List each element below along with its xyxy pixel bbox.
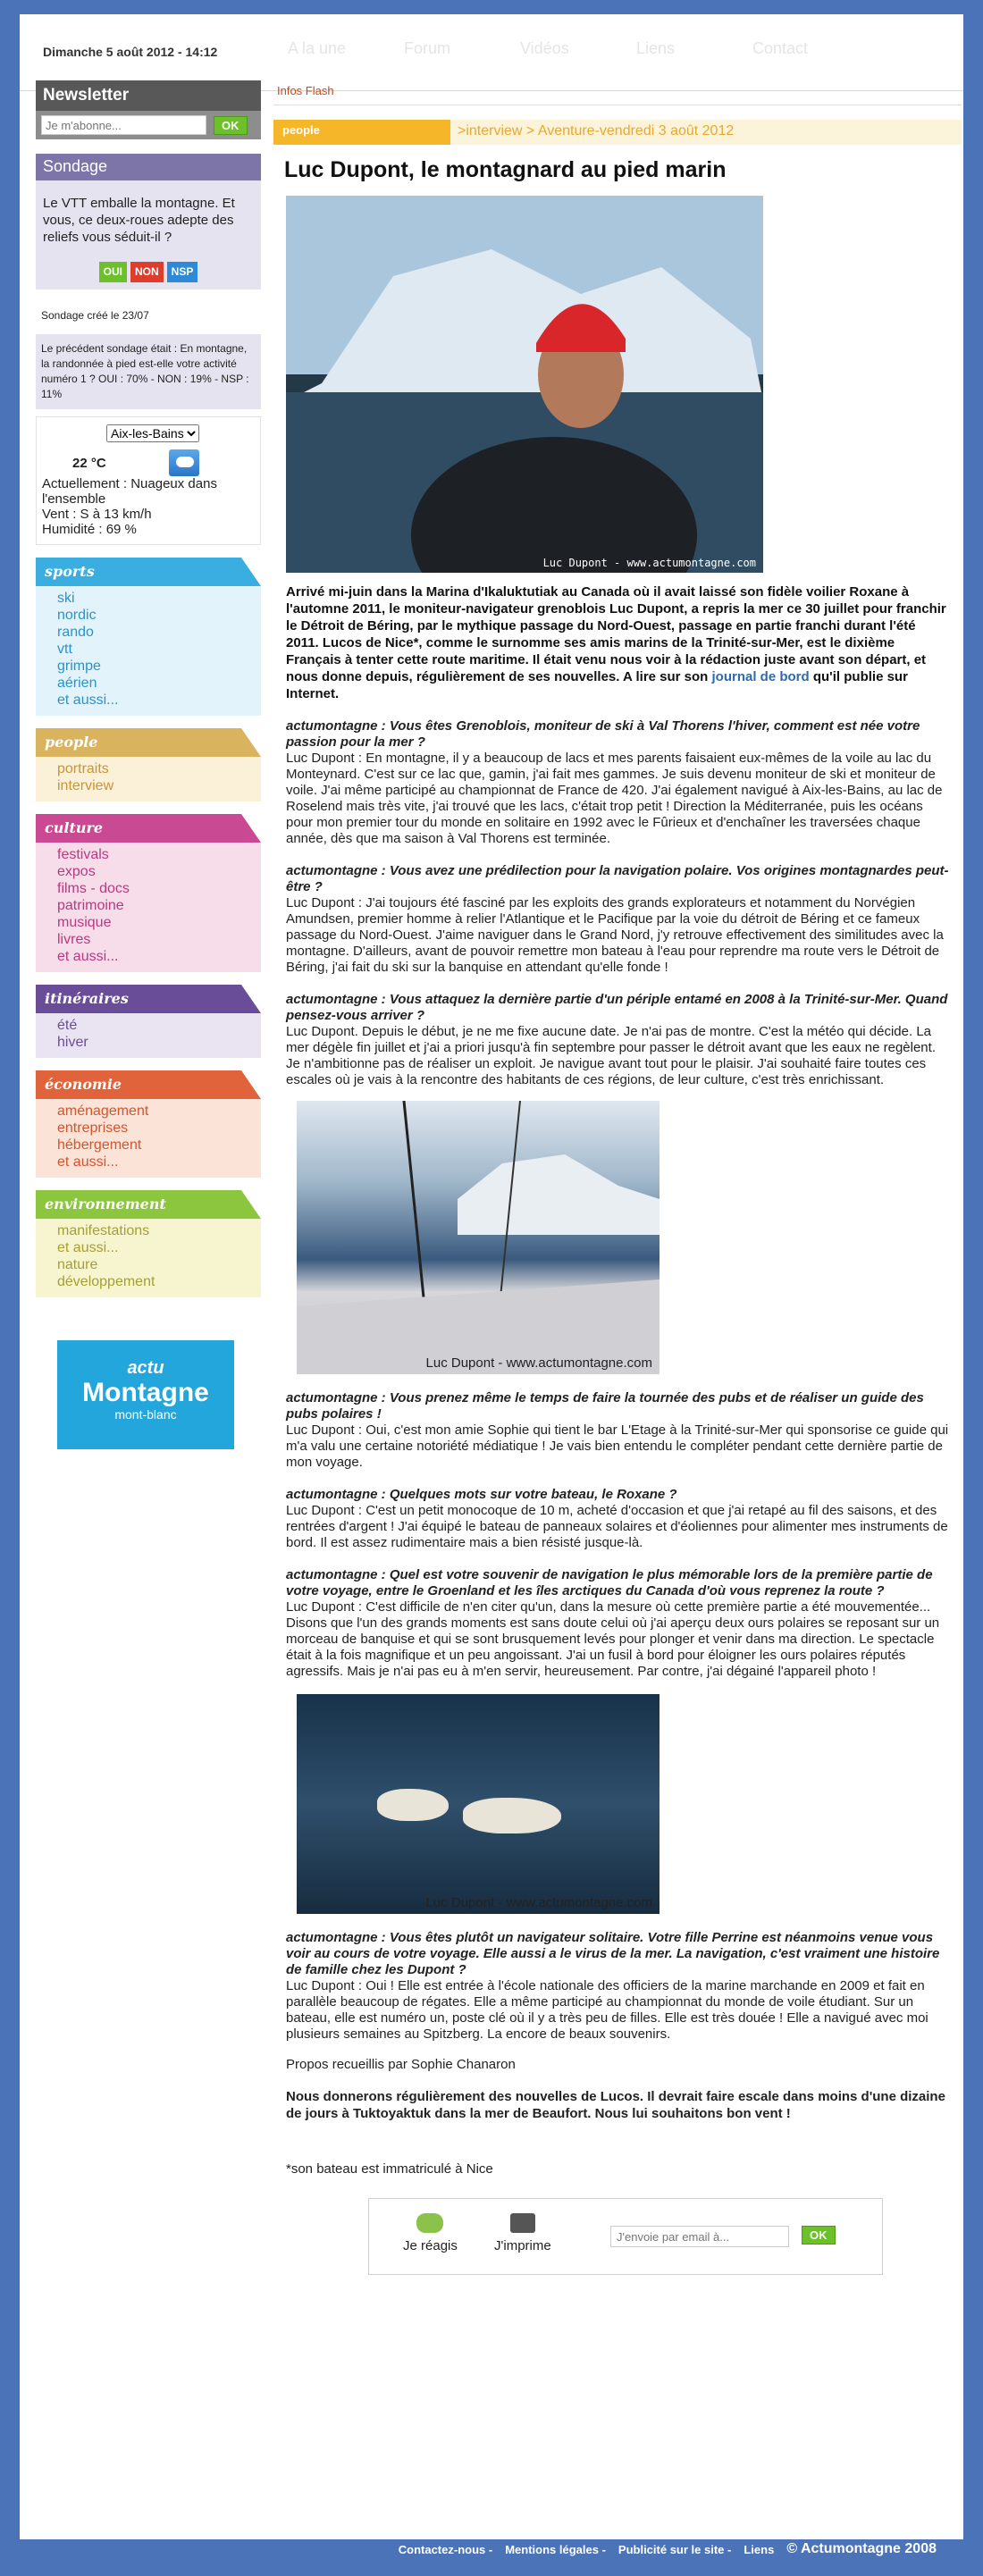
question: actumontagne : Quel est votre souvenir de navigation le plus mémorable lors de la première partie de votre voyage, entre le Groenland et les îles arctiques du Canada d'où vous reprenez la route ? [286,1567,933,1598]
category-item[interactable]: vtt [57,642,72,657]
category-item[interactable]: hiver [57,1035,88,1050]
category-item[interactable]: portraits [57,761,109,776]
category-3 [36,985,261,1058]
email-share-input[interactable] [610,2226,789,2247]
weather-city-select[interactable] [106,424,199,442]
category-item[interactable]: nature [57,1257,98,1272]
logo-line2: Montagne [82,1378,209,1407]
category-item[interactable]: festivals [57,847,109,862]
category-menu [36,558,261,1297]
react-label: Je réagis [403,2238,458,2253]
category-item[interactable]: et aussi... [57,1154,119,1170]
breadcrumb [273,120,962,145]
vote-oui-button[interactable]: OUI [99,262,127,282]
top-navigation [288,39,869,58]
speech-bubble-icon [416,2213,443,2233]
weather-temp: 22 °C [72,455,106,471]
journal-de-bord-link[interactable]: journal de bord [711,669,810,684]
left-sidebar [36,80,261,1449]
weather-conditions: Actuellement : Nuageux dans l'ensemble [42,476,217,507]
react-button[interactable] [403,2213,458,2253]
portrait-photo [286,196,763,573]
sondage-panel [36,180,261,289]
weather-humidity: Humidité : 69 % [42,522,137,537]
category-item[interactable]: entreprises [57,1120,129,1136]
category-item[interactable]: nordic [57,608,97,623]
category-item[interactable]: patrimoine [57,898,124,913]
category-item[interactable]: aérien [57,675,97,691]
weather-widget [36,416,261,545]
category-item[interactable]: musique [57,915,112,930]
logo-line3: mont-blanc [114,1407,177,1422]
logo-line1: actu [127,1358,164,1378]
footer-link-liens[interactable]: Liens [744,2542,775,2556]
category-0 [36,558,261,716]
footer-link-legal[interactable]: Mentions légales - [505,2542,606,2556]
article-title: Luc Dupont, le montagnard au pied marin [284,157,727,182]
print-label: J'imprime [494,2238,551,2253]
category-item[interactable]: rando [57,625,94,640]
email-share-ok-button[interactable]: OK [802,2226,836,2245]
question: actumontagne : Vous avez une prédilection pour la navigation polaire. Vos origines montagnardes peut-être ? [286,863,949,894]
category-title[interactable]: people [36,728,261,757]
sondage-title: Sondage [36,154,261,180]
vote-non-button[interactable]: NON [130,262,164,282]
newsletter-form [36,111,261,139]
share-bar [368,2198,883,2275]
category-item[interactable]: développement [57,1274,155,1289]
category-item[interactable]: ski [57,591,75,606]
category-item[interactable]: manifestations [57,1223,150,1238]
nav-contact[interactable]: Contact [752,39,809,57]
category-item[interactable]: interview [57,778,114,793]
footer [20,2536,963,2563]
article-intro [286,583,951,702]
question: actumontagne : Quelques mots sur votre bateau, le Roxane ? [286,1487,677,1502]
question: actumontagne : Vous êtes plutôt un navigateur solitaire. Votre fille Perrine est néanmoins venue vous voir au cours de votre voyage. Elle aussi a le virus de la mer. La navigation, c'est vraiment une histoire de famille chez les Dupont ? [286,1930,940,1977]
breadcrumb-tag[interactable]: people [273,120,450,145]
category-item[interactable]: hébergement [57,1137,142,1153]
answer: Luc Dupont : En montagne, il y a beaucoup de lacs et mes parents faisaient eux-mêmes de la voile au lac du Monteynard. C'est sur ce lac que, gamin, j'ai fait mes gammes. Je suis devenu moniteur de ski et moniteur de voile. J'ai même participé au championnat de France de 420. J'ai également navigué à Aix-les-Bains, au lac de Roselend mais très vite, j'ai trouvé que les lacs, c'était trop petit ! Direction la Méditerranée, puis les océans pour mon premier tour du monde en solitaire en 1992 avec le Fûrieux et d'enchaîner les traversées chaque année, dès que ma saison à Val Thorens est terminée. [286,751,943,846]
vote-nsp-button[interactable]: NSP [167,262,198,282]
category-title[interactable]: environnement [36,1190,261,1219]
category-item[interactable]: expos [57,864,96,879]
infos-flash[interactable]: Infos Flash [273,79,962,105]
answer: Luc Dupont : C'est difficile de n'en citer qu'un, dans la mesure où cette première partie a été mouvementée... Disons que l'un des grands moments est sans doute celui où j'ai aperçu deux ours polaires se reposant sur un morceau de banquise et qui se sont brusquement levés pour plonger et venir dans ma direction. Le spectacle était à la fois magnifique et un peu angoissant. J'ai un fusil à bord pour éloigner les ours polaires réputés agressifs. Mais je n'ai pas eu à m'en servir, heureusement. Par contre, j'ai dégainé l'appareil photo ! [286,1599,940,1679]
category-item[interactable]: livres [57,932,91,947]
article-credits: Propos recueillis par Sophie Chanaron [286,2057,516,2072]
category-title[interactable]: culture [36,814,261,843]
category-item[interactable]: films - docs [57,881,130,896]
portrait-photo-caption: Luc Dupont - www.actumontagne.com [542,557,756,569]
qa-block-1 [273,718,962,1088]
newsletter-email-input[interactable] [41,115,206,135]
category-item[interactable]: et aussi... [57,692,119,708]
portrait-photo-art [286,196,763,573]
category-item[interactable]: aménagement [57,1103,149,1119]
bear-1 [377,1789,449,1821]
printer-icon [510,2213,535,2233]
category-item[interactable]: grimpe [57,659,101,674]
sondage-options [43,262,254,282]
bear-2 [463,1798,561,1833]
category-items [36,586,261,716]
category-title[interactable]: itinéraires [36,985,261,1013]
current-date: Dimanche 5 août 2012 - 14:12 [43,45,218,59]
weather-wind: Vent : S à 13 km/h [42,507,152,522]
main-content [273,79,962,2275]
print-button[interactable] [494,2213,551,2253]
footer-copyright: © Actumontagne 2008 [786,2541,937,2556]
newsletter-ok-button[interactable]: OK [214,116,248,135]
category-item[interactable]: et aussi... [57,1240,119,1255]
sailboat-photo-art [297,1101,660,1374]
category-2 [36,814,261,972]
question: actumontagne : Vous attaquez la dernière partie d'un périple entamé en 2008 à la Trinité-sur-Mer. Quand pensez-vous arriver ? [286,992,948,1023]
category-title[interactable]: économie [36,1070,261,1099]
category-5 [36,1190,261,1297]
category-items [36,1013,261,1058]
sondage-question: Le VTT emballe la montagne. Et vous, ce deux-roues adepte des reliefs vous séduit-il ? [43,196,235,245]
category-item[interactable]: été [57,1018,78,1033]
weather-row [42,449,255,476]
sailboat-photo [297,1101,660,1374]
qa-item [286,1390,951,1471]
cloud-sun-icon [169,449,199,476]
category-4 [36,1070,261,1178]
qa-block-2 [273,1390,962,1680]
nav-videos[interactable]: Vidéos [520,39,569,57]
article-intro-end: qu'il publie sur Internet. [286,669,908,701]
question: actumontagne : Vous prenez même le temps de faire la tournée des pubs et de réaliser un guide des pubs polaires ! [286,1390,924,1422]
qa-item [286,1930,951,2043]
qa-block-3 [273,1930,962,2043]
footer-link-ads[interactable]: Publicité sur le site - [618,2542,732,2556]
polar-bears-photo-caption: Luc Dupont - www.actumontagne.com [425,1895,652,1910]
category-items [36,1219,261,1297]
sondage-created: Sondage créé le 23/07 [36,297,261,334]
question: actumontagne : Vous êtes Grenoblois, moniteur de ski à Val Thorens l'hiver, comment est née votre passion pour la mer ? [286,718,920,750]
footer-link-contact[interactable]: Contactez-nous - [398,2542,493,2556]
qa-item [286,863,951,976]
category-title[interactable]: sports [36,558,261,586]
answer: Luc Dupont : Oui ! Elle est entrée à l'école nationale des officiers de la marine marchande en 2009 et fait en parallèle beaucoup de régates. Elle a même participé au championnat du monde de voile étudiant. Sur un bateau, elle est numéro un, poste clé où il y a très peu de filles. Elle est très douée ! Elle a navigué avec moi plusieurs semaines au Spitzberg. La encore de beaux souvenirs. [286,1978,928,2042]
qa-item [286,1567,951,1680]
category-item[interactable]: et aussi... [57,949,119,964]
qa-item [286,992,951,1088]
nav-forum[interactable]: Forum [404,39,451,57]
breadcrumb-path[interactable]: >interview > Aventure-vendredi 3 août 2012 [450,120,962,145]
answer: Luc Dupont. Depuis le début, je ne me fixe aucune date. Je n'ai pas de montre. C'est la météo qui décide. La mer dégèle fin juillet et j'ai a priori jusqu'à fin septembre pour passer le détroit avant que les eaux ne regèlent. Je n'ambitionne pas de réaliser un exploit. Je navigue avant tout pour le plaisir. J'ai souhaité faire toutes ces escales où je vais à la rencontre des habitants de ces régions, de leur culture, c'est très enrichissant. [286,1024,936,1087]
qa-item [286,718,951,847]
qa-item [286,1487,951,1551]
article-intro-text: Arrivé mi-juin dans la Marina d'Ikaluktutiak au Canada où il avait laissé son fidèle voilier Roxane à l'automne 2011, le moniteur-navigateur grenoblois Luc Dupont, a repris la mer ce 30 juillet pour franchir le Détroit de Béring, par le mythique passage du Nord-Ouest, passage en partie franchi durant l'été 2011. Lucos de Nice*, comme le surnomme ses amis marins de la Trinité-sur-Mer, est le dixième Français à tenter cette route maritime. Il était venu nous voir à la rédaction juste avant son départ, et nous donne depuis, régulièrement de ses nouvelles. A lire sur son [286,584,946,684]
sondage-previous: Le précédent sondage était : En montagne, la randonnée à pied est-elle votre activité numéro 1 ? OUI : 70% - NON : 19% - NSP : 11% [36,334,261,409]
answer: Luc Dupont : J'ai toujours été fasciné par les exploits des grands explorateurs et notamment du Norvégien Amundsen, premier homme à relier l'Atlantique et le Pacifique par la voie du détroit de Béring et ce fameux passage du Nord-Ouest. J'aime naviguer dans le Grand Nord, j'y retrouve effectivement des similitudes avec la montagne. D'ailleurs, avant de pouvoir remettre mon bateau à l'eau pour reprendre ma route vers le Détroit de Béring, j'ai fait du ski sur la banquise en attendant qu'elle fonde ! [286,895,944,975]
article-outro: Nous donnerons régulièrement des nouvelles de Lucos. Il devrait faire escale dans moins d'une dizaine de jours à Tuktoyaktuk dans la mer de Beaufort. Nous lui souhaitons bon vent ! [286,2089,945,2121]
article-note: *son bateau est immatriculé à Nice [286,2161,493,2177]
sailboat-photo-caption: Luc Dupont - www.actumontagne.com [425,1355,652,1371]
nav-a-la-une[interactable]: A la une [288,39,347,57]
category-items [36,1099,261,1178]
category-items [36,757,261,801]
actumontagne-logo[interactable] [57,1340,234,1449]
newsletter-title: Newsletter [36,80,261,111]
nav-liens[interactable]: Liens [636,39,676,57]
category-items [36,843,261,972]
answer: Luc Dupont : Oui, c'est mon amie Sophie qui tient le bar L'Etage à la Trinité-sur-Mer qui sponsorise ce guide qui m'a valu une certaine notoriété médiatique ! Je vais bien entendu le compléter pendant cette dernière partie de mon voyage. [286,1422,949,1470]
category-1 [36,728,261,801]
polar-bears-photo [297,1694,660,1914]
answer: Luc Dupont : C'est un petit monocoque de 10 m, acheté d'occasion et que j'ai retapé au fil des saisons, et des rentrées d'argent ! J'ai équipé le bateau de panneaux solaires et d'éoliennes pour alimenter mes instruments de bord. Il est assez rudimentaire mais a bien résisté jusque-là. [286,1503,948,1550]
